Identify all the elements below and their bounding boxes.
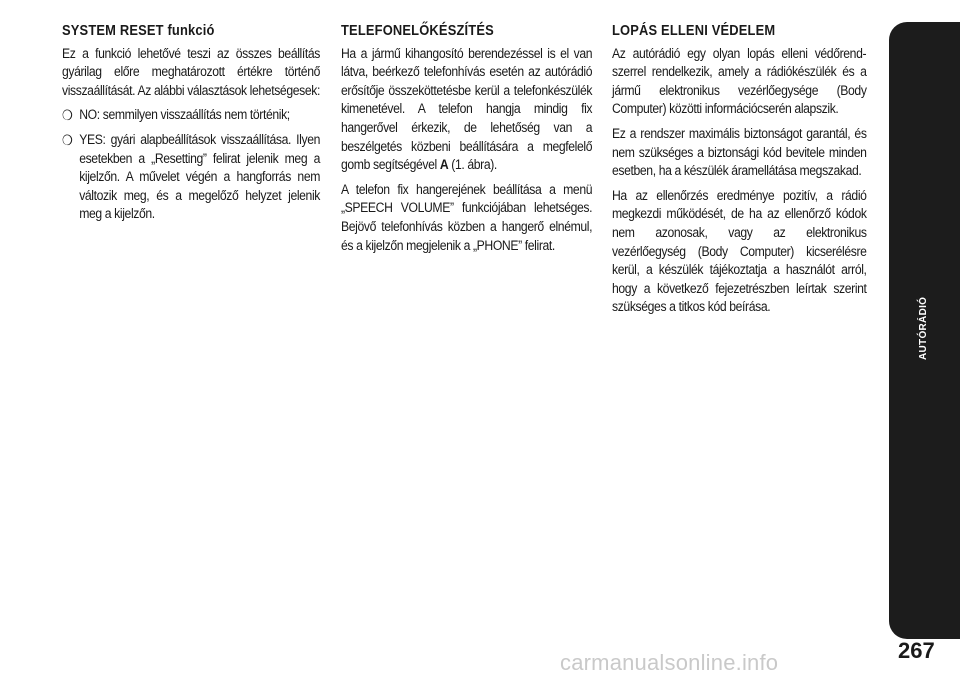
button-reference: A	[439, 157, 449, 174]
bullet-circle-icon: ❍	[62, 131, 73, 148]
body-paragraph: Az autórádió egy olyan lopás elleni védőrendszerrel rendelkezik, amely a rádiókészülék és a jármű elektronikus vezérlőegysége (Body Computer) közötti információcserén alapszik.	[612, 45, 867, 118]
body-text: Ha a jármű kihangosító berendezéssel is el van látva, beérkező telefonhívás esetén az autórádió erősítője összeköttetésbe kerül a telefonkészülék kimenetével. A telefon hangja mindig fix hangerővel érkezik, de lehetőség van a beszélgetés közbeni beállítására a megfelelő gomb segítségével	[341, 45, 593, 174]
bullet-text: NO: semmilyen visszaállítás nem történik;	[79, 107, 290, 124]
column-anti-theft	[612, 22, 867, 323]
watermark: carmanualsonline.info	[560, 650, 779, 675]
section-heading: TELEFONELŐKÉSZÍTÉS	[341, 22, 494, 39]
chapter-tab-label: AUTÓRÁDIÓ	[918, 296, 929, 360]
body-paragraph: A telefon fix hangerejének beállítása a menü „SPEECH VOLUME” funkciójában lehetséges. Bejövő telefonhívás közben a hangerő elnémul, és a kijelzőn megjelenik a „PHONE” felirat.	[341, 181, 593, 254]
bullet-text: YES: gyári alapbeállítások visszaállítása. Ilyen esetekben a „Resetting” felirat jelenik meg a kijelzőn. A művelet végén a hangforrás nem változik meg, és a megelőző helyzet jelenik meg a kijelzőn.	[79, 131, 320, 223]
column-system-reset	[62, 22, 320, 230]
intro-paragraph: Ez a funkció lehetővé teszi az összes beállítás gyárilag előre meghatározott értékre történő visszaállítását. Az alábbi választások lehetségesek:	[62, 45, 320, 99]
bullet-circle-icon: ❍	[62, 107, 73, 124]
body-paragraph: Ez a rendszer maximális biztonságot garantál, és nem szükséges a biztonsági kód bevitele minden esetben, ha a készülék áramellátása megszakad.	[612, 125, 867, 180]
section-heading: LOPÁS ELLENI VÉDELEM	[612, 22, 776, 39]
body-paragraph	[341, 45, 592, 175]
list-item	[62, 106, 320, 125]
body-text: (1. ábra).	[448, 157, 497, 174]
body-paragraph: Ha az ellenőrzés eredménye pozitív, a rádió megkezdi működését, de ha az ellenőrző kódok nem azonosak, vagy az elektronikus vezérlőegység (Body Computer) kicserélésre kerül, a készülék tájékoztatja a használót arról, hogy a következő fejezetrészben leírtak szerint szükséges a titkos kód beírása.	[612, 187, 867, 316]
section-heading: SYSTEM RESET funkció	[62, 22, 215, 39]
list-item	[62, 131, 320, 224]
page-number: 267	[898, 638, 935, 663]
column-telephone	[341, 22, 592, 261]
